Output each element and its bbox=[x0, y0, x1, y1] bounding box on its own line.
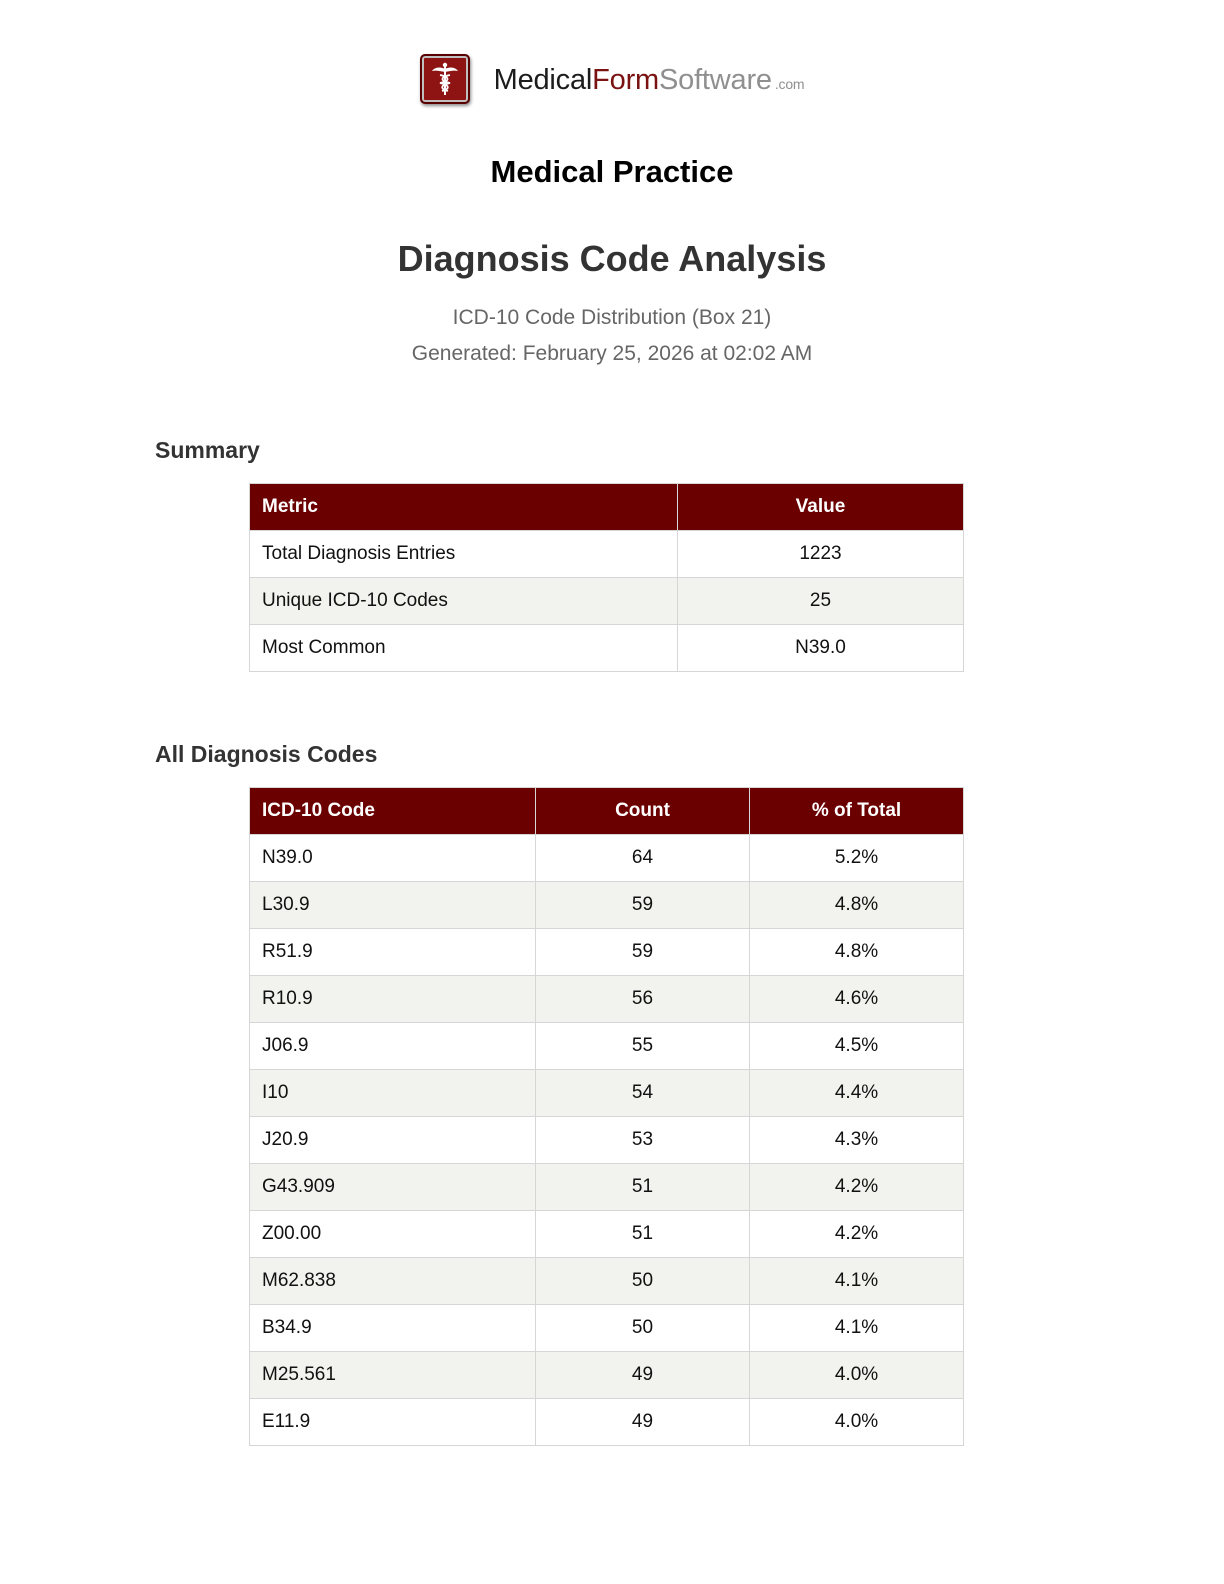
brand-part-domain: .com bbox=[774, 75, 805, 92]
percent-cell: 4.3% bbox=[750, 1117, 964, 1164]
code-cell: G43.909 bbox=[250, 1164, 536, 1211]
value-cell: 25 bbox=[678, 578, 964, 625]
metric-cell: Most Common bbox=[250, 625, 678, 672]
count-cell: 49 bbox=[536, 1352, 750, 1399]
col-header-metric: Metric bbox=[250, 484, 678, 531]
report-title: Diagnosis Code Analysis bbox=[397, 238, 827, 279]
table-row bbox=[250, 1070, 964, 1117]
count-cell: 56 bbox=[536, 976, 750, 1023]
practice-name: Medical Practice bbox=[490, 154, 734, 189]
percent-cell: 4.4% bbox=[750, 1070, 964, 1117]
code-cell: L30.9 bbox=[250, 882, 536, 929]
codes-heading: All Diagnosis Codes bbox=[155, 741, 378, 767]
col-header-percent: % of Total bbox=[750, 788, 964, 835]
table-row bbox=[250, 1258, 964, 1305]
generated-timestamp: Generated: February 25, 2026 at 02:02 AM bbox=[411, 342, 813, 365]
percent-cell: 4.8% bbox=[750, 882, 964, 929]
code-cell: M62.838 bbox=[250, 1258, 536, 1305]
table-row bbox=[250, 1023, 964, 1070]
code-cell: M25.561 bbox=[250, 1352, 536, 1399]
code-cell: B34.9 bbox=[250, 1305, 536, 1352]
count-cell: 51 bbox=[536, 1211, 750, 1258]
code-cell: Z00.00 bbox=[250, 1211, 536, 1258]
percent-cell: 4.2% bbox=[750, 1164, 964, 1211]
value-cell: N39.0 bbox=[678, 625, 964, 672]
code-cell: R51.9 bbox=[250, 929, 536, 976]
brand-part-medical: Medical bbox=[493, 63, 593, 96]
brand-logo bbox=[0, 52, 1224, 106]
metric-cell: Total Diagnosis Entries bbox=[250, 531, 678, 578]
percent-cell: 4.0% bbox=[750, 1399, 964, 1446]
table-row bbox=[250, 1399, 964, 1446]
report-subtitle: ICD-10 Code Distribution (Box 21) bbox=[452, 306, 772, 329]
percent-cell: 4.8% bbox=[750, 929, 964, 976]
percent-cell: 4.1% bbox=[750, 1258, 964, 1305]
table-row bbox=[250, 976, 964, 1023]
table-row bbox=[250, 929, 964, 976]
code-cell: J20.9 bbox=[250, 1117, 536, 1164]
codes-header-row bbox=[250, 788, 964, 835]
value-cell: 1223 bbox=[678, 531, 964, 578]
table-row bbox=[250, 578, 964, 625]
table-row bbox=[250, 882, 964, 929]
count-cell: 59 bbox=[536, 929, 750, 976]
summary-heading: Summary bbox=[155, 437, 260, 463]
col-header-value: Value bbox=[678, 484, 964, 531]
table-row bbox=[250, 1305, 964, 1352]
table-row bbox=[250, 835, 964, 882]
percent-cell: 4.1% bbox=[750, 1305, 964, 1352]
brand-wordmark bbox=[494, 64, 805, 97]
count-cell: 64 bbox=[536, 835, 750, 882]
brand-part-software: Software bbox=[659, 63, 772, 96]
codes-table bbox=[249, 787, 964, 1446]
col-header-count: Count bbox=[536, 788, 750, 835]
table-row bbox=[250, 1352, 964, 1399]
count-cell: 49 bbox=[536, 1399, 750, 1446]
caduceus-icon bbox=[420, 54, 470, 104]
metric-cell: Unique ICD-10 Codes bbox=[250, 578, 678, 625]
code-cell: I10 bbox=[250, 1070, 536, 1117]
count-cell: 54 bbox=[536, 1070, 750, 1117]
table-row bbox=[250, 1211, 964, 1258]
count-cell: 59 bbox=[536, 882, 750, 929]
percent-cell: 4.5% bbox=[750, 1023, 964, 1070]
percent-cell: 4.2% bbox=[750, 1211, 964, 1258]
count-cell: 51 bbox=[536, 1164, 750, 1211]
brand-part-form: Form bbox=[592, 63, 659, 96]
table-row bbox=[250, 625, 964, 672]
table-row bbox=[250, 1117, 964, 1164]
code-cell: E11.9 bbox=[250, 1399, 536, 1446]
code-cell: R10.9 bbox=[250, 976, 536, 1023]
summary-table bbox=[249, 483, 964, 672]
code-cell: N39.0 bbox=[250, 835, 536, 882]
summary-header-row bbox=[250, 484, 964, 531]
count-cell: 53 bbox=[536, 1117, 750, 1164]
percent-cell: 5.2% bbox=[750, 835, 964, 882]
table-row bbox=[250, 1164, 964, 1211]
count-cell: 50 bbox=[536, 1305, 750, 1352]
percent-cell: 4.6% bbox=[750, 976, 964, 1023]
table-row bbox=[250, 531, 964, 578]
col-header-code: ICD-10 Code bbox=[250, 788, 536, 835]
count-cell: 55 bbox=[536, 1023, 750, 1070]
percent-cell: 4.0% bbox=[750, 1352, 964, 1399]
codes-table-body bbox=[250, 835, 964, 1446]
count-cell: 50 bbox=[536, 1258, 750, 1305]
code-cell: J06.9 bbox=[250, 1023, 536, 1070]
